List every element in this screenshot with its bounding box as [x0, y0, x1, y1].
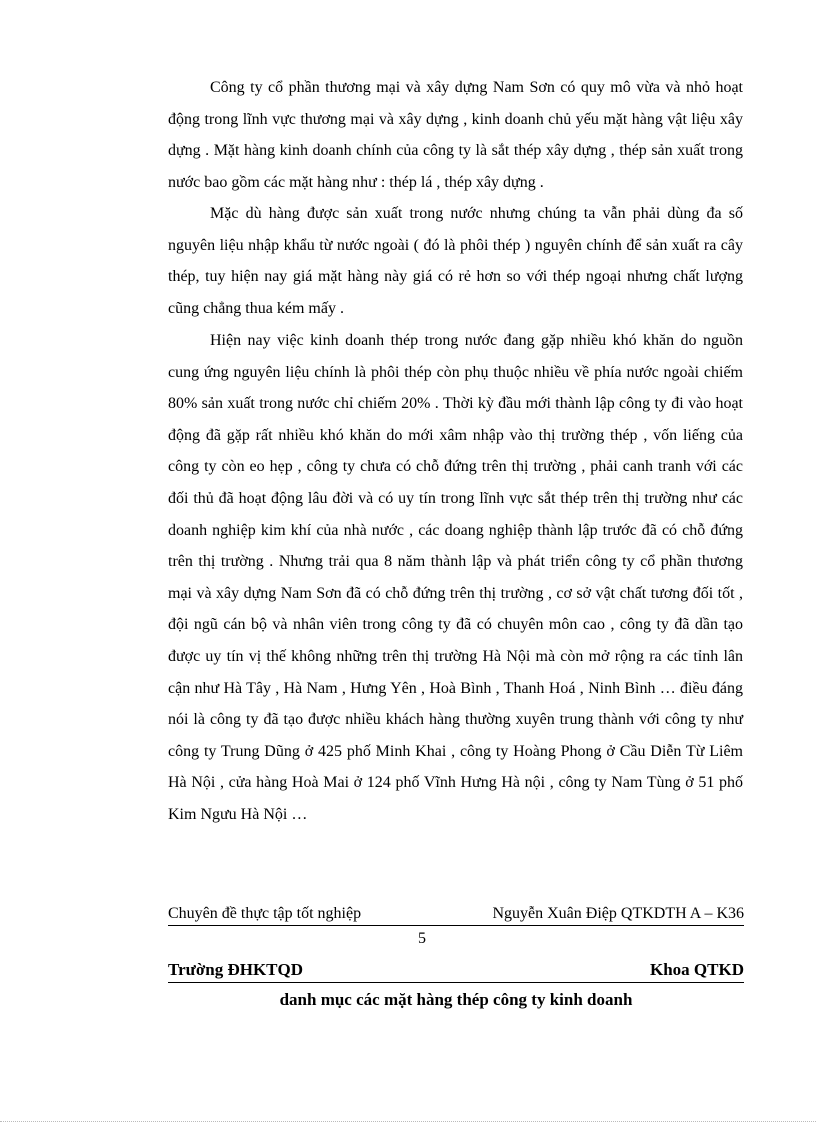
body-paragraph-3: Hiện nay việc kinh doanh thép trong nước đang gặp nhiều khó khăn do nguồn cung ứng nguyên liệu chính là phôi thép còn phụ thuộc nhiều về phía nước ngoài chiếm 80% sản xuất trong nước chỉ chiếm 20% . Thời kỳ đầu mới thành lập công ty đi vào hoạt động đã gặp rất nhiều khó khăn do mới xâm nhập vào thị trường thép , vốn liếng của công ty còn eo hẹp , công ty chưa có chỗ đứng trên thị trường , phải canh tranh với các đối thủ đã hoạt động lâu đời và có uy tín trong lĩnh vực sắt thép trên thị trường như các doanh nghiệp kim khí của nhà nước , các doang nghiệp thành lập trước đã có chỗ đứng trên thị trường . Nhưng trải qua 8 năm thành lập và phát triển công ty cổ phần thương mại và xây dựng Nam Sơn đã có chỗ đứng trên thị trường , cơ sở vật chất tương đối tốt , đội ngũ cán bộ và nhân viên trong công ty đã có chuyên môn cao , công ty đã dần tạo được uy tín vị thế không những trên thị trường Hà Nội mà còn mở rộng ra các tỉnh lân cận như Hà Tây , Hà Nam , Hưng Yên , Hoà Bình , Thanh Hoá , Ninh Bình … điều đáng nói là công ty đã tạo được nhiều khách hàng thường xuyên trung thành với công ty như công ty Trung Dũng ở 425 phố Minh Khai , công ty Hoàng Phong ở Cầu Diễn Từ Liêm Hà Nội , cửa hàng Hoà Mai ở 124 phố Vĩnh Hưng Hà nội , công ty Nam Tùng ở 51 phố Kim Ngưu Hà Nội … — [168, 332, 743, 823]
page-footer — [168, 903, 744, 926]
footer-author: Nguyễn Xuân Điệp QTKDTH A – K36 — [492, 905, 744, 922]
body-paragraph-1: Công ty cổ phần thương mại và xây dựng Nam Sơn có quy mô vừa và nhỏ hoạt động trong lĩnh vực thương mại và xây dựng , kinh doanh chủ yếu mặt hàng vật liệu xây dựng . Mặt hàng kinh doanh chính của công ty là sắt thép xây dựng , thép sản xuất trong nước bao gồm các mặt hàng như : thép lá , thép xây dựng . — [168, 79, 743, 191]
footer-report-title: Chuyên đề thực tập tốt nghiệp — [168, 905, 362, 922]
page-edge-divider — [0, 1121, 816, 1122]
header-faculty: Khoa QTKD — [650, 960, 744, 979]
section-title: danh mục các mặt hàng thép công ty kinh doanh — [279, 990, 633, 1009]
page-header — [168, 958, 744, 983]
page-number: 5 — [418, 930, 426, 947]
body-paragraph-2: Mặc dù hàng được sản xuất trong nước nhưng chúng ta vẫn phải dùng đa số nguyên liệu nhập khẩu từ nước ngoài ( đó là phôi thép ) nguyên chính để sản xuất ra cây thép, tuy hiện nay giá mặt hàng này giá có rẻ hơn so với thép ngoại nhưng chất lượng cũng chẳng thua kém mấy . — [168, 205, 743, 317]
header-university: Trường ĐHKTQD — [168, 960, 304, 979]
